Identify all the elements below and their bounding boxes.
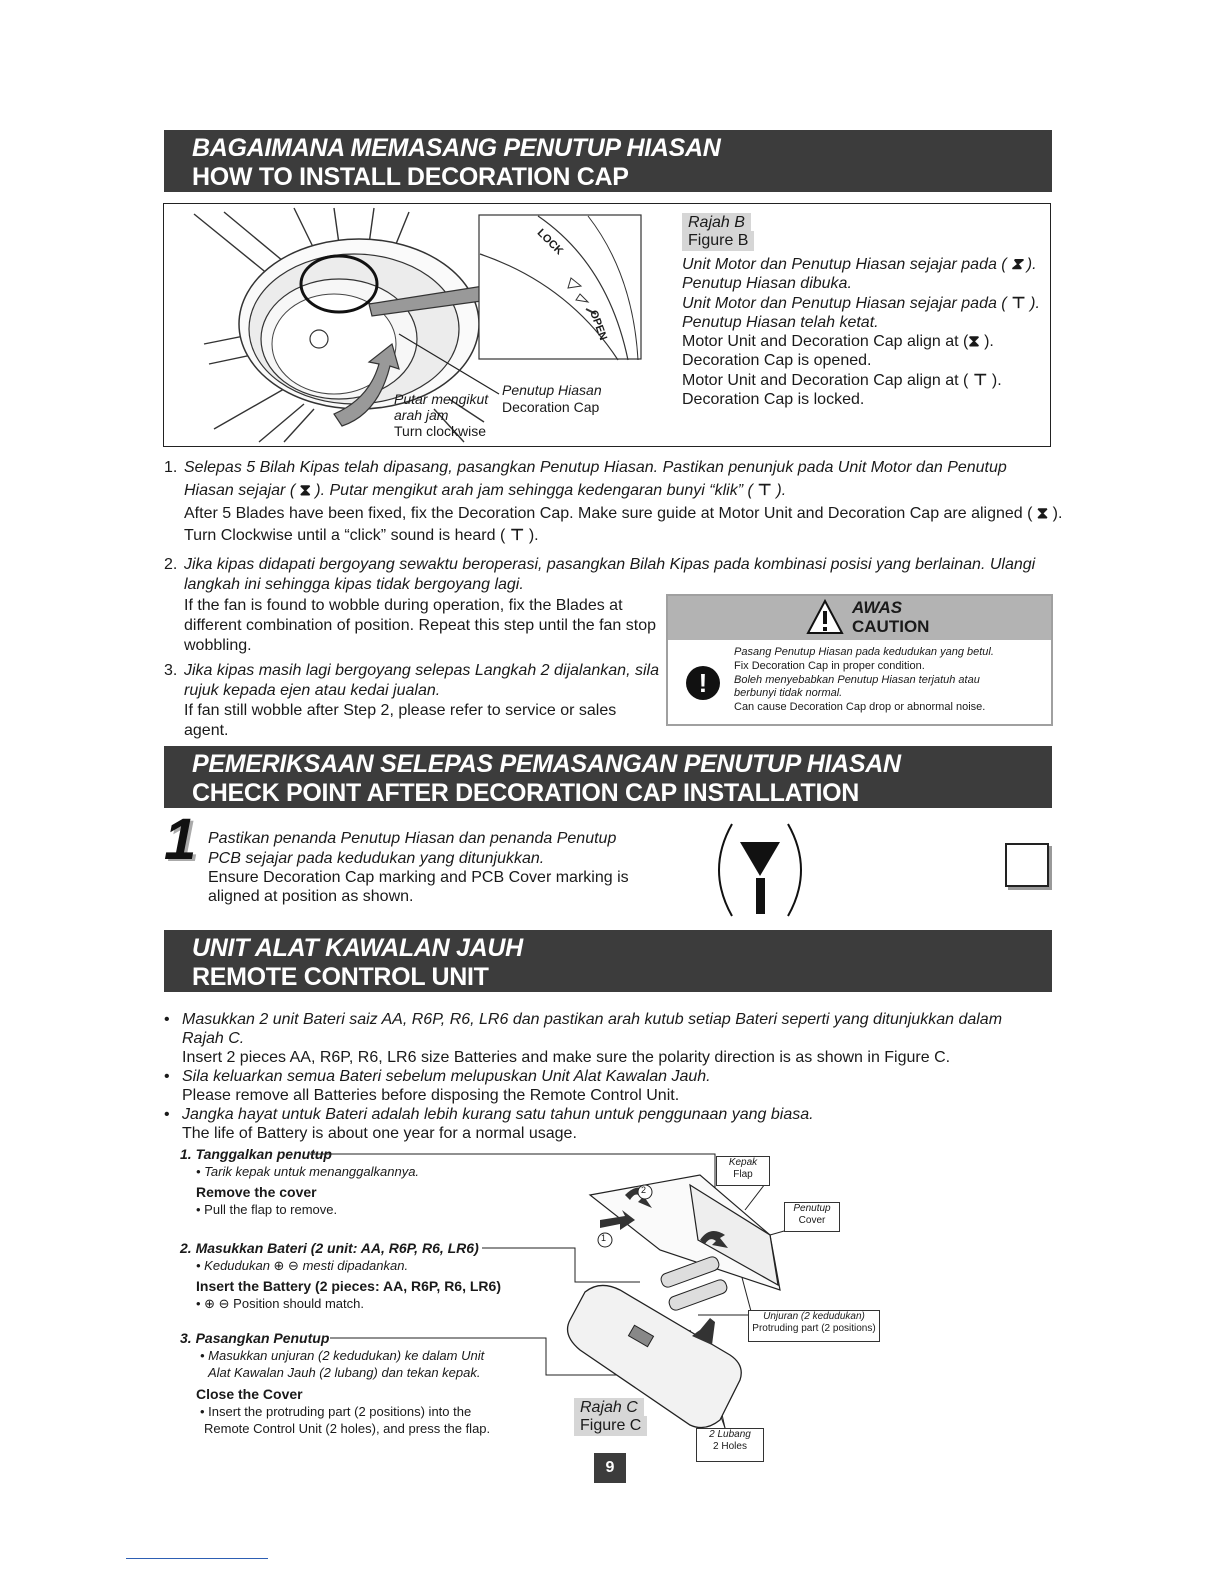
check-ms-line-2: PCB sejajar pada kedudukan yang ditunjukkan. [208,850,545,867]
open-mark-icon: ⧗ [1032,505,1053,522]
page-number: 9 [594,1453,626,1483]
caution-line-5: Can cause Decoration Cap drop or abnormal noise. [734,701,986,713]
bullet-2-ms: Sila keluarkan semua Bateri sebelum melupuskan Unit Alat Kawalan Jauh. [182,1068,711,1085]
check-en-line-2: aligned at position as shown. [208,888,414,905]
turn-ms-2: arah jam [394,407,449,423]
step-3-ms-line-1: Jika kipas masih lagi bergoyang selepas Langkah 2 dijalankan, sila [184,662,659,679]
remote-step-1-sub-en: • Pull the flap to remove. [196,1202,338,1217]
step-1-ms-line-1: Selepas 5 Bilah Kipas telah dipasang, pasangkan Penutup Hiasan. Pastikan penunjuk pada Unit Motor dan Penutup [184,459,1007,476]
fig-b-desc-2: Penutup Hiasan dibuka. [682,275,852,292]
section-title-ms: UNIT ALAT KAWALAN JAUH [192,934,523,962]
caution-title-en: CAUTION [852,617,930,636]
step-2-en-line-3: wobbling. [184,637,252,654]
step-2-ms-line-2: langkah ini sehingga kipas tidak bergoyang lagi. [184,576,524,593]
circle-mark-2: 2 [641,1185,647,1195]
open-mark-icon: ⧗ [295,482,316,499]
figure-c-label-en: Figure C [574,1416,647,1436]
protrude-label-en: Protruding part (2 positions) [752,1323,876,1334]
warning-triangle-icon [806,599,844,635]
caution-line-2: Fix Decoration Cap in proper condition. [734,660,925,672]
step-1-en-line-2: Turn Clockwise until a “click” sound is heard ( ⊤ ). [184,527,539,544]
bullet-3-en: The life of Battery is about one year for a normal usage. [182,1125,577,1142]
step-3-en-line-2: agent. [184,722,229,739]
remote-step-2-sub-ms: • Kedudukan ⊕ ⊖ mesti dipadankan. [196,1258,409,1273]
remote-step-1-title-en: Remove the cover [196,1184,317,1200]
check-en-line-1: Ensure Decoration Cap marking and PCB Cover marking is [208,869,629,886]
step-1-ms-line-2: Hiasan sejajar ( ⧗ ). Putar mengikut arah jam sehingga kedengaran bunyi “klik” ( ⊤ ). [184,482,787,499]
lock-open-detail [478,214,643,362]
remote-step-3-sub-en-2: Remote Control Unit (2 holes), and press the flap. [204,1421,491,1436]
remote-step-3-sub-en-1: • Insert the protruding part (2 positions) into the [200,1404,472,1419]
step-1-en-line-1: After 5 Blades have been fixed, fix the Decoration Cap. Make sure guide at Motor Unit and Decoration Cap are aligned ( ⧗ ). [184,505,1063,522]
lock-mark-icon: ⊤ [505,527,529,544]
fig-b-desc-5: Motor Unit and Decoration Cap align at (⧗ ). [682,333,994,350]
step-2-number: 2. [164,556,178,573]
remote-step-3-sub-ms-2: Alat Kawalan Jauh (2 lubang) dan tekan kepak. [208,1365,481,1380]
remote-step-3-sub-ms-1: • Masukkan unjuran (2 kedudukan) ke dalam Unit [200,1348,485,1363]
bullet-1-dot: • [164,1011,170,1028]
section-title-ms: BAGAIMANA MEMASANG PENUTUP HIASAN [192,134,721,162]
step-1-number: 1. [164,459,178,476]
bullet-3-dot: • [164,1106,170,1123]
flap-label-ms: Kepak [728,1157,758,1168]
bullet-3-ms: Jangka hayat untuk Bateri adalah lebih kurang satu tahun untuk penggunaan yang biasa. [182,1106,814,1123]
fig-b-desc-1: Unit Motor dan Penutup Hiasan sejajar pada ( ⧗ ). [682,256,1037,273]
caution-box [666,594,1053,726]
figure-c-label-ms: Rajah C [574,1398,644,1418]
alignment-mark-icon [712,820,808,920]
check-step-number: 1 [164,807,197,872]
figure-b-label-ms: Rajah B [682,213,751,233]
exclamation-icon: ! [686,666,720,700]
flap-label [716,1156,770,1186]
cover-label [784,1202,840,1232]
caution-line-3: Boleh menyebabkan Penutup Hiasan terjatuh atau [734,674,980,686]
step-3-en-line-1: If fan still wobble after Step 2, please refer to service or sales [184,702,617,719]
lock-mark-icon: ⊤ [968,372,992,389]
fig-b-desc-8: Decoration Cap is locked. [682,391,865,408]
fig-b-desc-6: Decoration Cap is opened. [682,352,872,369]
check-box [1005,843,1049,887]
figure-b-label-en: Figure B [682,231,754,251]
bullet-2-dot: • [164,1068,170,1085]
remote-step-3-title-en: Close the Cover [196,1386,303,1402]
turn-en: Turn clockwise [394,423,487,439]
flap-label-en: Flap [733,1169,753,1180]
remote-step-1-sub-ms: • Tarik kepak untuk menanggalkannya. [196,1164,420,1179]
caution-line-1: Pasang Penutup Hiasan pada kedudukan yang betul. [734,646,994,658]
bullet-1-ms-line-2: Rajah C. [182,1030,245,1047]
fig-b-desc-4: Penutup Hiasan telah ketat. [682,314,879,331]
open-mark-icon: ⧗ [1006,256,1027,273]
caution-header [668,596,1051,640]
remote-step-2-title-en: Insert the Battery (2 pieces: AA, R6P, R6, LR6) [196,1278,501,1294]
step-3-number: 3. [164,662,178,679]
step-2-en-line-1: If the fan is found to wobble during operation, fix the Blades at [184,597,623,614]
section-title-ms: PEMERIKSAAN SELEPAS PEMASANGAN PENUTUP HIASAN [192,750,901,778]
caution-line-4: berbunyi tidak normal. [734,687,843,699]
protrude-label-ms: Unjuran (2 kedudukan) [763,1311,865,1322]
callout-cap-en: Decoration Cap [502,399,600,415]
section-header-remote [164,930,1052,992]
fig-b-desc-3: Unit Motor dan Penutup Hiasan sejajar pada ( ⊤ ). [682,295,1040,312]
turn-ms-1: Putar mengikut [394,391,489,407]
cover-label-en: Cover [798,1215,826,1226]
step-3-ms-line-2: rujuk kepada ejen atau kedai jualan. [184,682,441,699]
section-title-en: REMOTE CONTROL UNIT [192,963,489,991]
section-title-en: HOW TO INSTALL DECORATION CAP [192,163,629,191]
remote-step-1-title-ms: 1. Tanggalkan penutup [180,1146,332,1162]
bullet-1-en: Insert 2 pieces AA, R6P, R6, LR6 size Batteries and make sure the polarity direction is as shown in Figure C. [182,1049,951,1066]
lock-label: LOCK [534,226,566,258]
footnote-rule [126,1558,268,1559]
circle-mark-1: 1 [601,1233,607,1243]
remote-step-2-sub-en: • ⊕ ⊖ Position should match. [196,1296,364,1311]
fig-b-desc-7: Motor Unit and Decoration Cap align at ( ⊤ ). [682,372,1002,389]
holes-label [696,1428,764,1462]
bullet-1-ms-line-1: Masukkan 2 unit Bateri saiz AA, R6P, R6, LR6 dan pastikan arah kutub setiap Bateri seperti yang ditunjukkan dalam [182,1011,1003,1028]
cover-label-ms: Penutup [793,1203,831,1214]
caution-title-ms: AWAS [852,598,903,617]
callout-cap-ms: Penutup Hiasan [502,382,602,398]
lock-mark-icon: ⊤ [1006,295,1031,312]
section-header-check-point [164,746,1052,808]
section-header-decoration-cap [164,130,1052,192]
step-2-ms-line-1: Jika kipas didapati bergoyang sewaktu beroperasi, pasangkan Bilah Kipas pada kombinasi posisi yang berlainan. Ulangi [184,556,1036,573]
check-ms-line-1: Pastikan penanda Penutup Hiasan dan penanda Penutup [208,830,617,847]
remote-step-3-title-ms: 3. Pasangkan Penutup [180,1330,330,1346]
holes-label-en: 2 Holes [713,1441,747,1452]
open-label: OPEN [587,308,610,343]
protrude-label [748,1310,880,1342]
section-title-en: CHECK POINT AFTER DECORATION CAP INSTALLATION [192,779,860,807]
open-mark-icon: ⧗ [968,333,985,350]
step-2-en-line-2: different combination of position. Repeat this step until the fan stop [184,617,656,634]
remote-step-2-title-ms: 2. Masukkan Bateri (2 unit: AA, R6P, R6, LR6) [180,1240,479,1256]
holes-label-ms: 2 Lubang [709,1429,751,1440]
figure-b-box [163,203,1051,447]
lock-mark-icon: ⊤ [752,482,777,499]
bullet-2-en: Please remove all Batteries before disposing the Remote Control Unit. [182,1087,680,1104]
